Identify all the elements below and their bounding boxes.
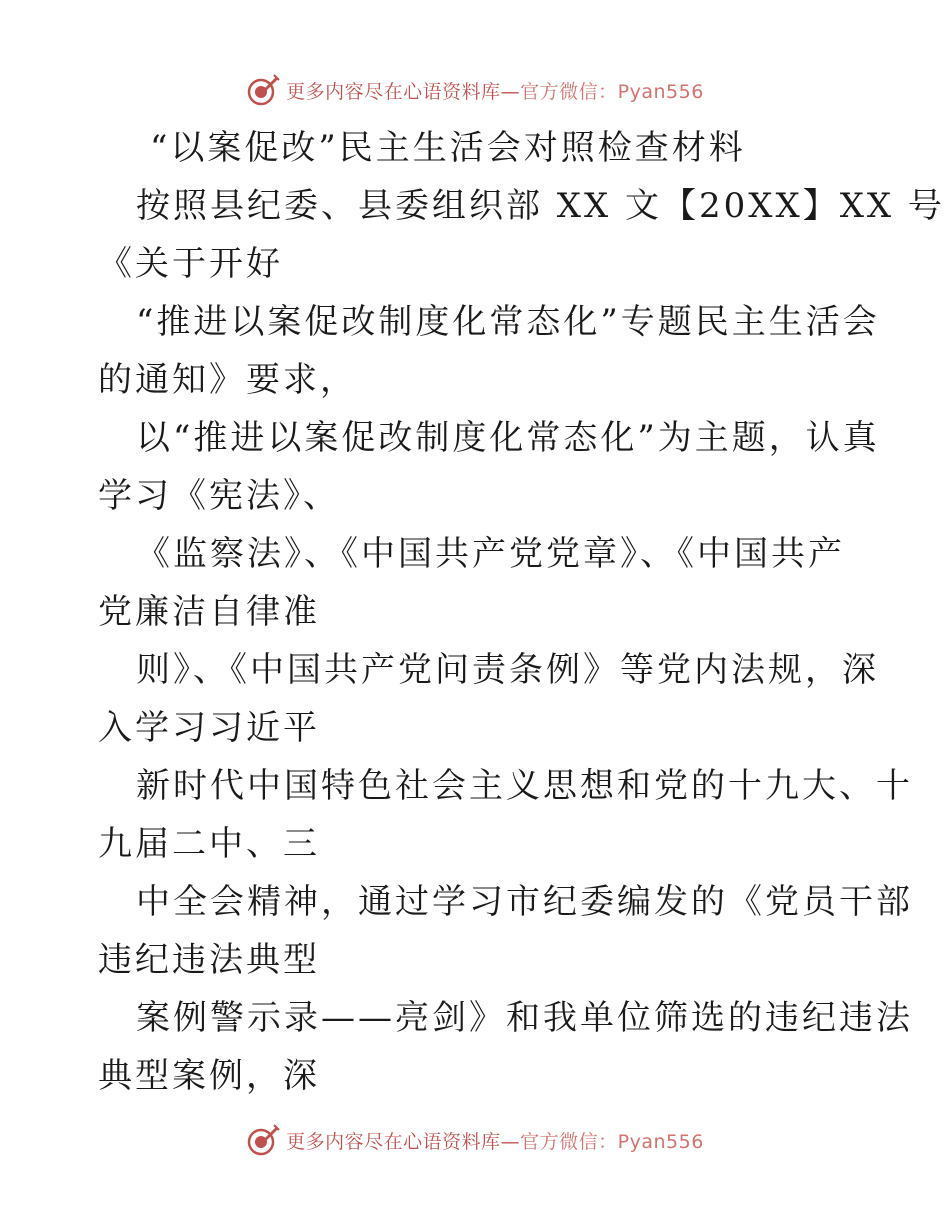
paragraph-line: 《关于开好 xyxy=(98,244,283,284)
paragraph-line: 典型案例，深 xyxy=(98,1056,320,1096)
paragraph-line: 的通知》要求， xyxy=(98,360,357,400)
footer-banner-text: 更多内容尽在心语资料库—官方微信：Pyan556 xyxy=(286,1130,704,1153)
document-title: “以案促改”民主生活会对照检查材料 xyxy=(150,128,746,168)
paragraph-line: 入学习习近平 xyxy=(98,708,320,748)
paragraph-line: “推进以案促改制度化常态化”专题民主生活会 xyxy=(136,302,880,342)
paragraph-line: 则》、《中国共产党问责条例》等党内法规，深 xyxy=(136,650,879,690)
paragraph-line: 九届二中、三 xyxy=(98,824,320,864)
footer-banner xyxy=(0,1120,950,1160)
paragraph-line: 违纪违法典型 xyxy=(98,940,320,980)
quill-logo-icon xyxy=(246,1123,280,1157)
paragraph-line: 案例警示录——亮剑》和我单位筛选的违纪违法 xyxy=(136,998,913,1038)
header-banner-text: 更多内容尽在心语资料库—官方微信：Pyan556 xyxy=(286,80,704,103)
paragraph-line: 按照县纪委、县委组织部 XX 文【20XX】XX 号 xyxy=(136,186,945,226)
paragraph-line: 党廉洁自律准 xyxy=(98,592,320,632)
paragraph-line: 以“推进以案促改制度化常态化”为主题，认真 xyxy=(136,418,880,458)
paragraph-line: 中全会精神，通过学习市纪委编发的《党员干部 xyxy=(136,882,913,922)
paragraph-line: 《监察法》、《中国共产党党章》、《中国共产 xyxy=(136,534,845,574)
paragraph-line: 新时代中国特色社会主义思想和党的十九大、十 xyxy=(136,766,913,806)
header-banner xyxy=(0,70,950,110)
quill-logo-icon xyxy=(246,73,280,107)
paragraph-line: 学习《宪法》、 xyxy=(98,476,340,516)
